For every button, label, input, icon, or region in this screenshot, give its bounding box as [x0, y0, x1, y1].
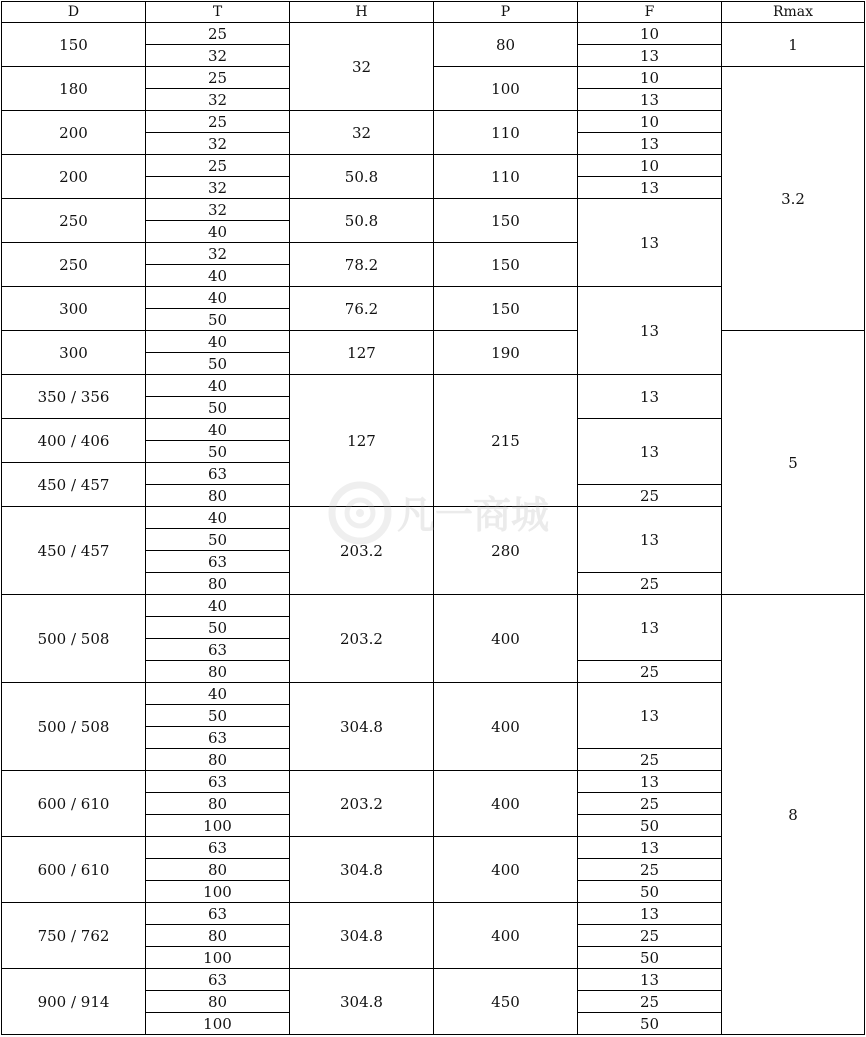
- cell-t: 50: [145, 352, 289, 374]
- cell-t: 50: [145, 616, 289, 638]
- cell-t: 63: [145, 968, 289, 990]
- cell-d: 350 / 356: [1, 374, 145, 418]
- cell-f: 13: [577, 770, 721, 792]
- cell-f: 13: [577, 836, 721, 858]
- cell-rmax: 8: [721, 594, 864, 1034]
- cell-f: 13: [577, 968, 721, 990]
- cell-d: 180: [1, 66, 145, 110]
- cell-d: 150: [1, 22, 145, 66]
- cell-h: 50.8: [289, 154, 433, 198]
- cell-h: 203.2: [289, 770, 433, 836]
- cell-t: 80: [145, 792, 289, 814]
- cell-f: 25: [577, 858, 721, 880]
- cell-t: 63: [145, 550, 289, 572]
- cell-d: 900 / 914: [1, 968, 145, 1034]
- cell-d: 300: [1, 330, 145, 374]
- cell-t: 80: [145, 924, 289, 946]
- cell-t: 32: [145, 242, 289, 264]
- cell-f: 10: [577, 22, 721, 44]
- cell-d: 500 / 508: [1, 594, 145, 682]
- cell-f: 10: [577, 110, 721, 132]
- cell-f: 10: [577, 66, 721, 88]
- cell-h: 304.8: [289, 902, 433, 968]
- cell-rmax: 1: [721, 22, 864, 66]
- cell-f: 13: [577, 374, 721, 418]
- cell-t: 63: [145, 836, 289, 858]
- cell-t: 25: [145, 66, 289, 88]
- cell-h: 304.8: [289, 836, 433, 902]
- cell-f: 25: [577, 748, 721, 770]
- cell-f: 13: [577, 88, 721, 110]
- cell-f: 13: [577, 418, 721, 484]
- cell-t: 50: [145, 704, 289, 726]
- cell-t: 40: [145, 286, 289, 308]
- cell-f: 50: [577, 814, 721, 836]
- cell-t: 63: [145, 770, 289, 792]
- cell-p: 400: [433, 836, 577, 902]
- column-header-h: H: [289, 1, 433, 22]
- cell-d: 300: [1, 286, 145, 330]
- cell-p: 100: [433, 66, 577, 110]
- cell-p: 450: [433, 968, 577, 1034]
- cell-f: 13: [577, 506, 721, 572]
- cell-t: 40: [145, 330, 289, 352]
- cell-h: 76.2: [289, 286, 433, 330]
- cell-p: 80: [433, 22, 577, 66]
- cell-t: 25: [145, 154, 289, 176]
- cell-f: 25: [577, 484, 721, 506]
- cell-t: 32: [145, 132, 289, 154]
- column-header-d: D: [1, 1, 145, 22]
- cell-t: 80: [145, 858, 289, 880]
- cell-h: 127: [289, 374, 433, 506]
- cell-t: 50: [145, 308, 289, 330]
- cell-h: 32: [289, 22, 433, 110]
- cell-h: 203.2: [289, 506, 433, 594]
- cell-d: 250: [1, 242, 145, 286]
- cell-d: 450 / 457: [1, 462, 145, 506]
- cell-t: 25: [145, 110, 289, 132]
- cell-t: 100: [145, 1012, 289, 1034]
- cell-f: 25: [577, 792, 721, 814]
- cell-t: 40: [145, 220, 289, 242]
- cell-t: 40: [145, 374, 289, 396]
- cell-t: 80: [145, 572, 289, 594]
- column-header-t: T: [145, 1, 289, 22]
- cell-p: 150: [433, 198, 577, 242]
- cell-t: 32: [145, 88, 289, 110]
- cell-d: 450 / 457: [1, 506, 145, 594]
- cell-t: 32: [145, 176, 289, 198]
- cell-f: 13: [577, 594, 721, 660]
- cell-h: 304.8: [289, 968, 433, 1034]
- cell-t: 80: [145, 990, 289, 1012]
- cell-t: 100: [145, 880, 289, 902]
- cell-p: 280: [433, 506, 577, 594]
- cell-rmax: 3.2: [721, 66, 864, 330]
- cell-d: 750 / 762: [1, 902, 145, 968]
- cell-rmax: 5: [721, 330, 864, 594]
- cell-f: 13: [577, 286, 721, 374]
- cell-d: 250: [1, 198, 145, 242]
- cell-p: 110: [433, 110, 577, 154]
- spec-table: [1, 1, 865, 1035]
- cell-t: 63: [145, 726, 289, 748]
- cell-d: 400 / 406: [1, 418, 145, 462]
- cell-p: 400: [433, 682, 577, 770]
- cell-p: 110: [433, 154, 577, 198]
- cell-t: 50: [145, 440, 289, 462]
- cell-f: 50: [577, 1012, 721, 1034]
- cell-p: 400: [433, 902, 577, 968]
- cell-f: 50: [577, 880, 721, 902]
- cell-t: 63: [145, 638, 289, 660]
- cell-t: 50: [145, 528, 289, 550]
- cell-f: 13: [577, 198, 721, 286]
- cell-h: 203.2: [289, 594, 433, 682]
- cell-p: 400: [433, 770, 577, 836]
- cell-p: 150: [433, 242, 577, 286]
- cell-t: 50: [145, 396, 289, 418]
- cell-t: 100: [145, 814, 289, 836]
- cell-p: 150: [433, 286, 577, 330]
- cell-p: 190: [433, 330, 577, 374]
- column-header-p: P: [433, 1, 577, 22]
- cell-f: 25: [577, 924, 721, 946]
- cell-f: 13: [577, 902, 721, 924]
- cell-f: 50: [577, 946, 721, 968]
- cell-f: 13: [577, 176, 721, 198]
- cell-t: 32: [145, 44, 289, 66]
- cell-f: 25: [577, 572, 721, 594]
- cell-f: 10: [577, 154, 721, 176]
- cell-h: 304.8: [289, 682, 433, 770]
- cell-p: 400: [433, 594, 577, 682]
- cell-t: 40: [145, 506, 289, 528]
- cell-f: 13: [577, 44, 721, 66]
- cell-d: 600 / 610: [1, 836, 145, 902]
- cell-h: 50.8: [289, 198, 433, 242]
- cell-t: 80: [145, 748, 289, 770]
- cell-d: 200: [1, 154, 145, 198]
- cell-t: 80: [145, 660, 289, 682]
- cell-t: 40: [145, 594, 289, 616]
- cell-t: 25: [145, 22, 289, 44]
- cell-p: 215: [433, 374, 577, 506]
- cell-t: 40: [145, 418, 289, 440]
- cell-t: 40: [145, 264, 289, 286]
- cell-t: 32: [145, 198, 289, 220]
- cell-h: 127: [289, 330, 433, 374]
- cell-h: 78.2: [289, 242, 433, 286]
- cell-t: 80: [145, 484, 289, 506]
- watermark-text: 凡一商城: [397, 493, 550, 537]
- cell-f: 25: [577, 990, 721, 1012]
- cell-t: 100: [145, 946, 289, 968]
- cell-f: 13: [577, 682, 721, 748]
- column-header-rmax: Rmax: [721, 1, 864, 22]
- column-header-f: F: [577, 1, 721, 22]
- cell-h: 32: [289, 110, 433, 154]
- cell-f: 25: [577, 660, 721, 682]
- cell-t: 63: [145, 902, 289, 924]
- cell-f: 13: [577, 132, 721, 154]
- cell-t: 40: [145, 682, 289, 704]
- cell-d: 600 / 610: [1, 770, 145, 836]
- cell-t: 63: [145, 462, 289, 484]
- cell-d: 200: [1, 110, 145, 154]
- cell-d: 500 / 508: [1, 682, 145, 770]
